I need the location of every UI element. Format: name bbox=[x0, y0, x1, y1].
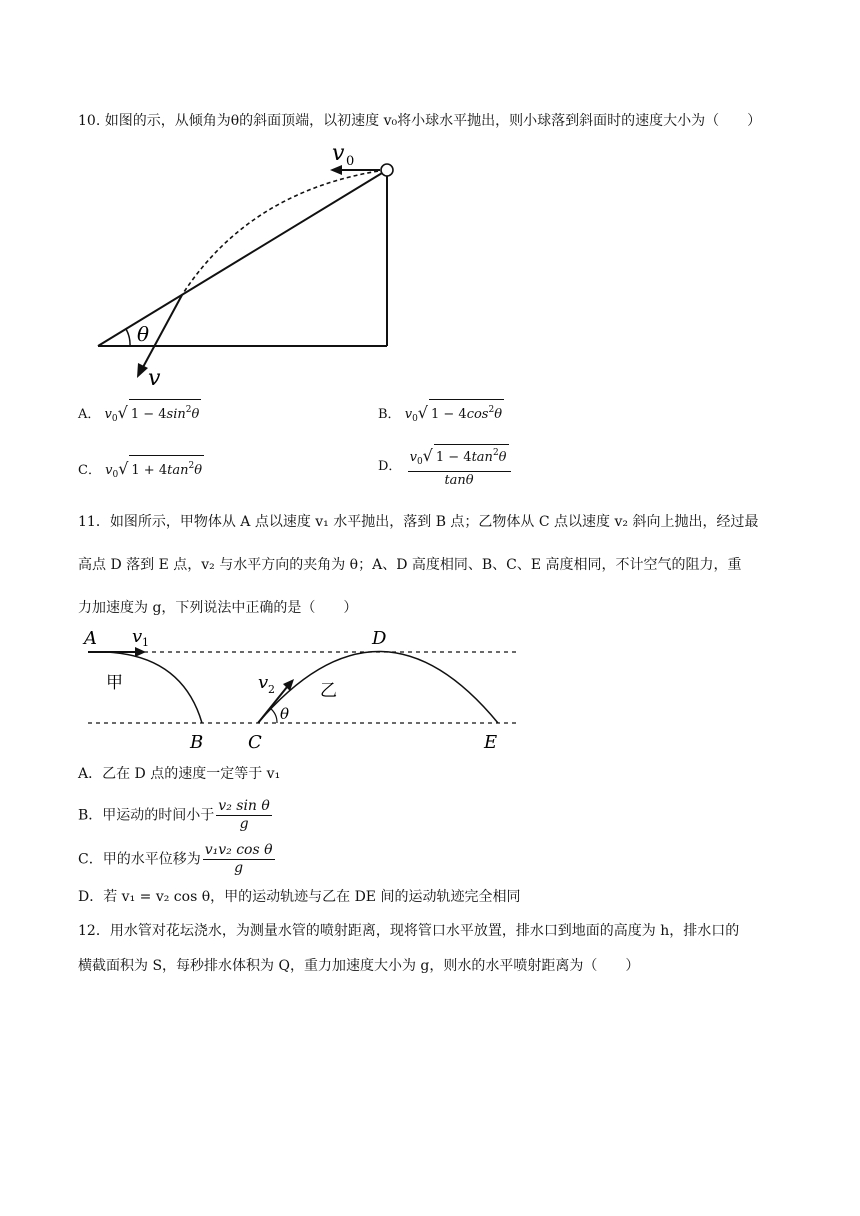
trig-fn: cos bbox=[466, 407, 489, 422]
radicand bbox=[434, 444, 509, 466]
exponent: 2 bbox=[488, 405, 495, 415]
q10-option-c: C． $v_0√$ $1 + 4\tan^2\theta$ bbox=[78, 455, 204, 485]
label-v2: v bbox=[258, 672, 269, 693]
option-letter: A． bbox=[78, 407, 101, 422]
variable: θ bbox=[194, 463, 203, 478]
coef-sub: 0 bbox=[416, 457, 423, 467]
label-theta: θ bbox=[280, 705, 290, 723]
coef: v bbox=[104, 407, 112, 422]
label-v1-sub: 1 bbox=[142, 636, 149, 649]
yi-trajectory bbox=[258, 652, 498, 724]
coef-sub: 0 bbox=[412, 414, 418, 424]
variable: θ bbox=[498, 450, 507, 465]
radicand bbox=[129, 399, 201, 425]
trig-fn: sin bbox=[166, 407, 186, 422]
exponent: 2 bbox=[492, 448, 499, 458]
radicand-pre: 1 + 4 bbox=[131, 463, 168, 478]
q12-stem-line1: 12．用水管对花坛浇水，为测量水管的喷射距离，现将管口水平放置，排水口到地面的高度为 h，排水口的 bbox=[78, 923, 740, 939]
variable: θ bbox=[494, 407, 503, 422]
coef: v bbox=[105, 463, 113, 478]
label-c: C bbox=[248, 732, 262, 753]
label-a: A bbox=[84, 628, 97, 649]
trig-fn: tan bbox=[471, 450, 493, 465]
label-e: E bbox=[484, 732, 498, 753]
radicand-pre: 1 − 4 bbox=[435, 450, 472, 465]
q11-option-d: D．若 v₁ = v₂ cos θ，甲的运动轨迹与乙在 DE 间的运动轨迹完全相同 bbox=[78, 889, 521, 905]
label-theta: θ bbox=[137, 322, 150, 346]
numerator: $v_0√$ $1 - 4\tan^2\theta$ bbox=[408, 444, 511, 472]
coef-sub: 0 bbox=[111, 414, 118, 424]
fraction bbox=[408, 444, 511, 489]
incline-slope bbox=[98, 170, 387, 346]
denominator: g bbox=[239, 816, 249, 832]
label-jia: 甲 bbox=[106, 673, 123, 693]
q11-stem-line2: 高点 D 落到 E 点，v₂ 与水平方向的夹角为 θ；A、D 高度相同、B、C、E 高度相同，不计空气的阻力，重 bbox=[78, 557, 742, 573]
label-v2-sub: 2 bbox=[268, 683, 275, 696]
theta-arc bbox=[270, 708, 277, 723]
ball bbox=[381, 164, 393, 176]
q10-stem: 10. 如图的示，从倾角为θ的斜面顶端，以初速度 v₀将小球水平抛出，则小球落到斜面时的速度大小为（ ） bbox=[78, 113, 762, 129]
coef-sub: 0 bbox=[112, 470, 119, 480]
q11-stem-line1: 11．如图所示，甲物体从 A 点以速度 v₁ 水平抛出，落到 B 点；乙物体从 C 点以速度 v₂ 斜向上抛出，经过最 bbox=[78, 514, 759, 530]
label-d: D bbox=[372, 628, 387, 649]
radicand bbox=[129, 455, 204, 481]
denominator: g bbox=[234, 860, 244, 876]
option-letter: D． bbox=[378, 459, 402, 474]
coef: v bbox=[404, 407, 413, 422]
label-v: v bbox=[148, 366, 161, 390]
label-yi: 乙 bbox=[320, 681, 337, 701]
v-arrowhead bbox=[137, 363, 148, 378]
angle-arc bbox=[126, 329, 130, 346]
q10-incline-figure bbox=[90, 135, 410, 390]
label-v1: v bbox=[132, 626, 143, 647]
radicand bbox=[429, 399, 504, 425]
q11-option-a: A．乙在 D 点的速度一定等于 v₁ bbox=[78, 766, 281, 782]
q10-option-d bbox=[378, 444, 513, 489]
q10-option-a: A． $v_0√$ $1 - 4\sin^2\theta$ bbox=[78, 399, 201, 429]
q11-projectile-figure bbox=[80, 620, 530, 760]
label-v0-sub: 0 bbox=[346, 154, 355, 169]
numerator: v₁v₂ cos θ bbox=[204, 842, 273, 858]
option-text: B．甲运动的时间小于 bbox=[78, 807, 215, 824]
label-b: B bbox=[190, 732, 204, 753]
fraction bbox=[203, 842, 275, 877]
coef: v bbox=[409, 450, 417, 465]
denominator: tanθ bbox=[444, 473, 474, 488]
option-letter: C． bbox=[78, 463, 101, 478]
radicand-pre: 1 − 4 bbox=[431, 407, 467, 422]
trig-fn: tan bbox=[167, 463, 189, 478]
exponent: 2 bbox=[188, 461, 195, 471]
option-letter: B． bbox=[378, 407, 401, 422]
option-text: C．甲的水平位移为 bbox=[78, 851, 201, 868]
numerator: v₂ sin θ bbox=[218, 798, 270, 814]
v0-arrowhead bbox=[330, 165, 342, 175]
q11-stem-line3: 力加速度为 g，下列说法中正确的是（ ） bbox=[78, 600, 358, 616]
q12-stem-line2: 横截面积为 S，每秒排水体积为 Q，重力加速度大小为 g，则水的水平喷射距离为（ ） bbox=[78, 958, 640, 974]
radicand-pre: 1 − 4 bbox=[130, 407, 167, 422]
q11-option-b bbox=[78, 798, 274, 833]
label-v0: v bbox=[332, 141, 345, 166]
fraction bbox=[216, 798, 272, 833]
q10-option-b: B． $v_0√$ $1 - 4\cos^2\theta$ bbox=[378, 399, 504, 429]
variable: θ bbox=[191, 407, 200, 422]
q11-option-c bbox=[78, 842, 277, 877]
exponent: 2 bbox=[185, 405, 192, 415]
